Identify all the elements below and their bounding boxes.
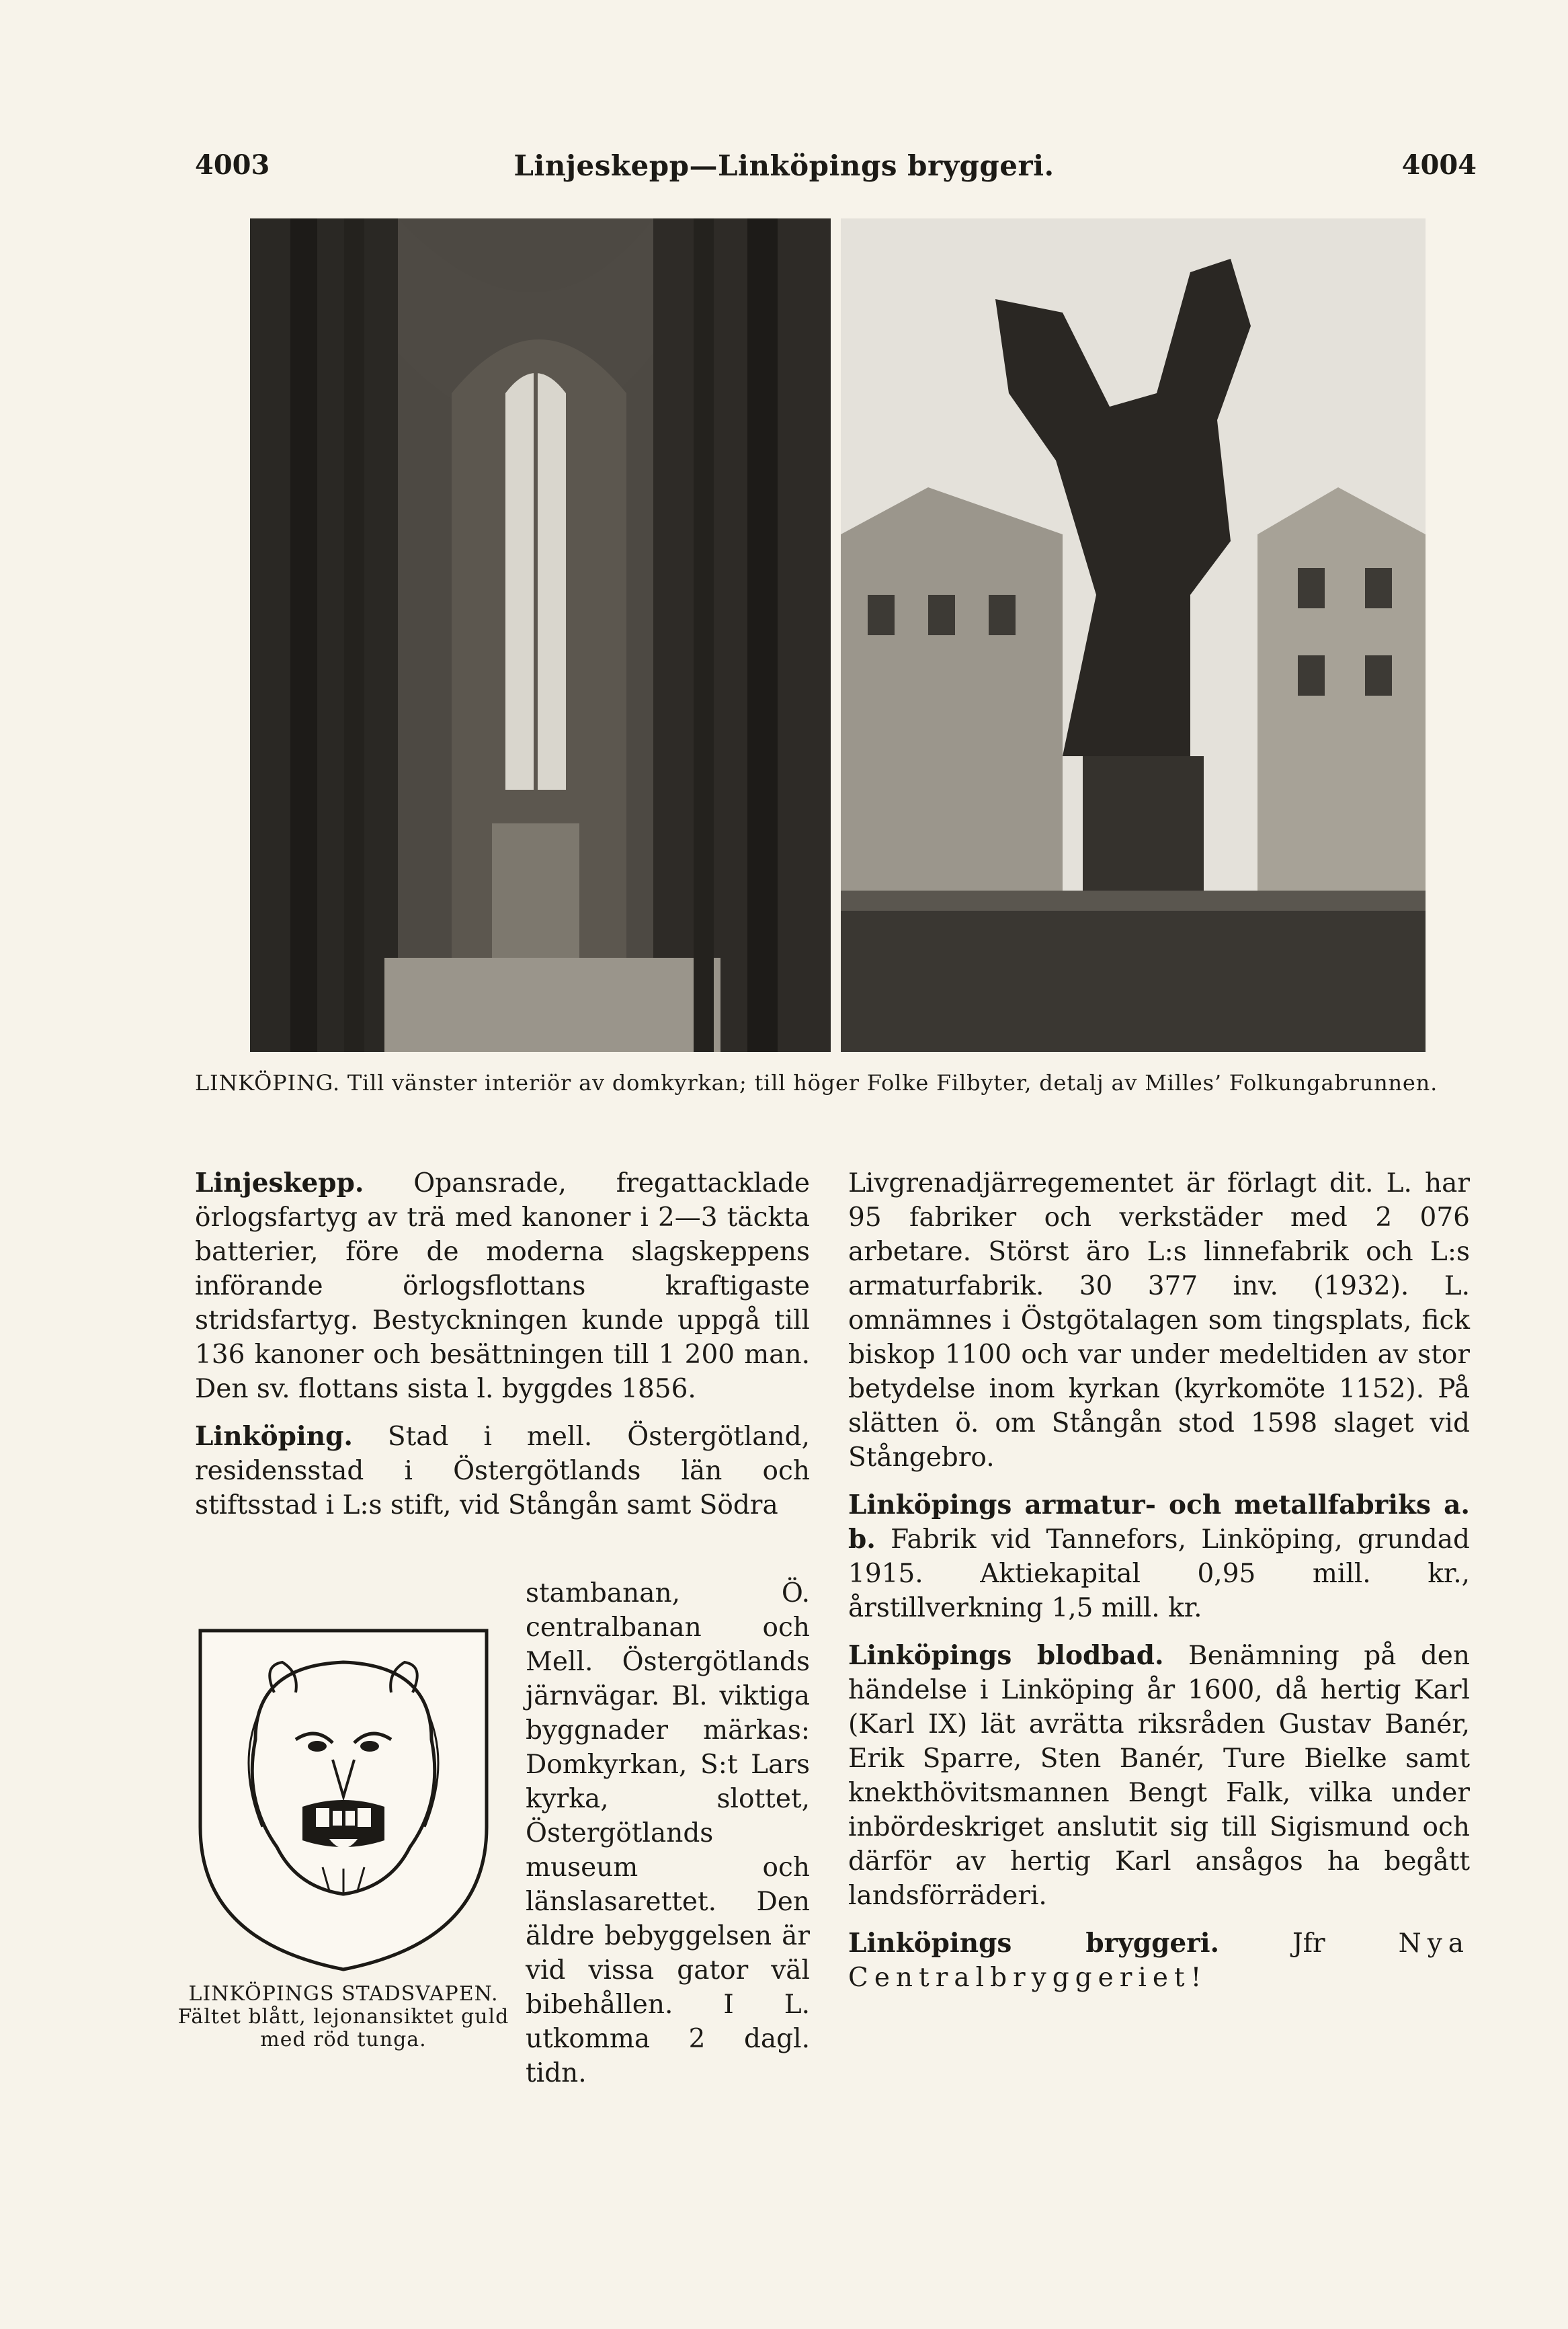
coat-of-arms xyxy=(195,1625,492,1975)
article-armatur xyxy=(848,1488,1470,1625)
article-blodbad xyxy=(848,1639,1470,1913)
article-bryggeri xyxy=(848,1926,1470,1995)
headword-bryggeri: Linköpings bryggeri. xyxy=(848,1928,1220,1959)
text-armatur: Fabrik vid Tannefors, Linköping, grundad 1915. Aktiekapital 0,95 mill. kr., årstillverkning 1,5 mill. kr. xyxy=(848,1524,1470,1623)
running-head xyxy=(0,149,1568,196)
folke-filbyter-statue-photo xyxy=(841,218,1426,1052)
left-column xyxy=(195,1166,810,1522)
linkoping-narrow-text xyxy=(526,1576,810,2090)
headword-blodbad: Linköpings blodbad. xyxy=(848,1640,1164,1671)
running-title: Linjeskepp—Linköpings bryggeri. xyxy=(513,149,1055,182)
text-bryggeri-prefix: Jfr xyxy=(1292,1928,1325,1959)
headword-armatur: Linköpings armatur- och metallfabriks a. b. xyxy=(848,1489,1470,1555)
figure-caption: LINKÖPING. Till vänster interiör av domkyrkan; till höger Folke Filbyter, detalj av Milles’ Folkungabrunnen. xyxy=(195,1070,1438,1096)
page-number-right: 4004 xyxy=(1401,149,1477,181)
headword-linkoping: Linköping. xyxy=(195,1421,353,1452)
cathedral-interior-photo xyxy=(250,218,831,1052)
article-linkoping xyxy=(195,1420,810,1522)
text-linjeskepp: Opansrade, fregattacklade örlogsfartyg av trä med kanoner i 2—3 täckta batterier, före de moderna slagskeppens införande örlogsflottans kraftigaste stridsfartyg. Bestyckningen kunde uppgå till 136 kanoner och besättningen till 1 200 man. Den sv. flottans sista l. byggdes 1856. xyxy=(195,1168,810,1404)
text-linkoping-wide: Stad i mell. Östergötland, residensstad i Östergötlands län och stiftsstad i L:s stift, vid Stångån samt Södra xyxy=(195,1422,810,1520)
text-linkoping-narrow: stambanan, Ö. centralbanan och Mell. Östergötlands järnvägar. Bl. viktiga byggnader märkas: Domkyrkan, S:t Lars kyrka, slottet, Östergötlands museum och länslasarettet. Den äldre bebyggelsen är vid vissa gator väl bibehållen. I L. utkomma 2 dagl. tidn. xyxy=(526,1578,810,2088)
page-number-left: 4003 xyxy=(195,149,270,181)
article-linjeskepp xyxy=(195,1166,810,1406)
right-column xyxy=(848,1166,1470,1995)
coat-of-arms-caption: LINKÖPINGS STADSVAPEN. Fältet blått, lejonansiktet guld med röd tunga. xyxy=(177,1982,509,2051)
cross-reference-link[interactable]: Nya Centralbryggeriet! xyxy=(848,1928,1470,1993)
text-blodbad: Benämning på den händelse i Linköping år 1600, då hertig Karl (Karl IX) lät avrätta riksråden Gustav Banér, Erik Sparre, Sten Banér, Ture Bielke samt knekthövitsmannen Bengt Falk, vilka under inbördeskriget anslutit sig till Sigismund och därför av hertig Karl ansågos ha begått landsförräderi. xyxy=(848,1641,1470,1911)
headword-linjeskepp: Linjeskepp. xyxy=(195,1168,364,1198)
text-linkoping-continued: Livgrenadjärregementet är förlagt dit. L. har 95 fabriker och verkstäder med 2 076 arbetare. Störst äro L:s linnefabrik och L:s armaturfabrik. 30 377 inv. (1932). L. omnämnes i Östgötalagen som tingsplats, fick biskop 1100 och var under medeltiden av stor betydelse inom kyrkan (kyrkomöte 1152). På slätten ö. om Stångån stod 1598 slaget vid Stångebro. xyxy=(848,1168,1470,1473)
